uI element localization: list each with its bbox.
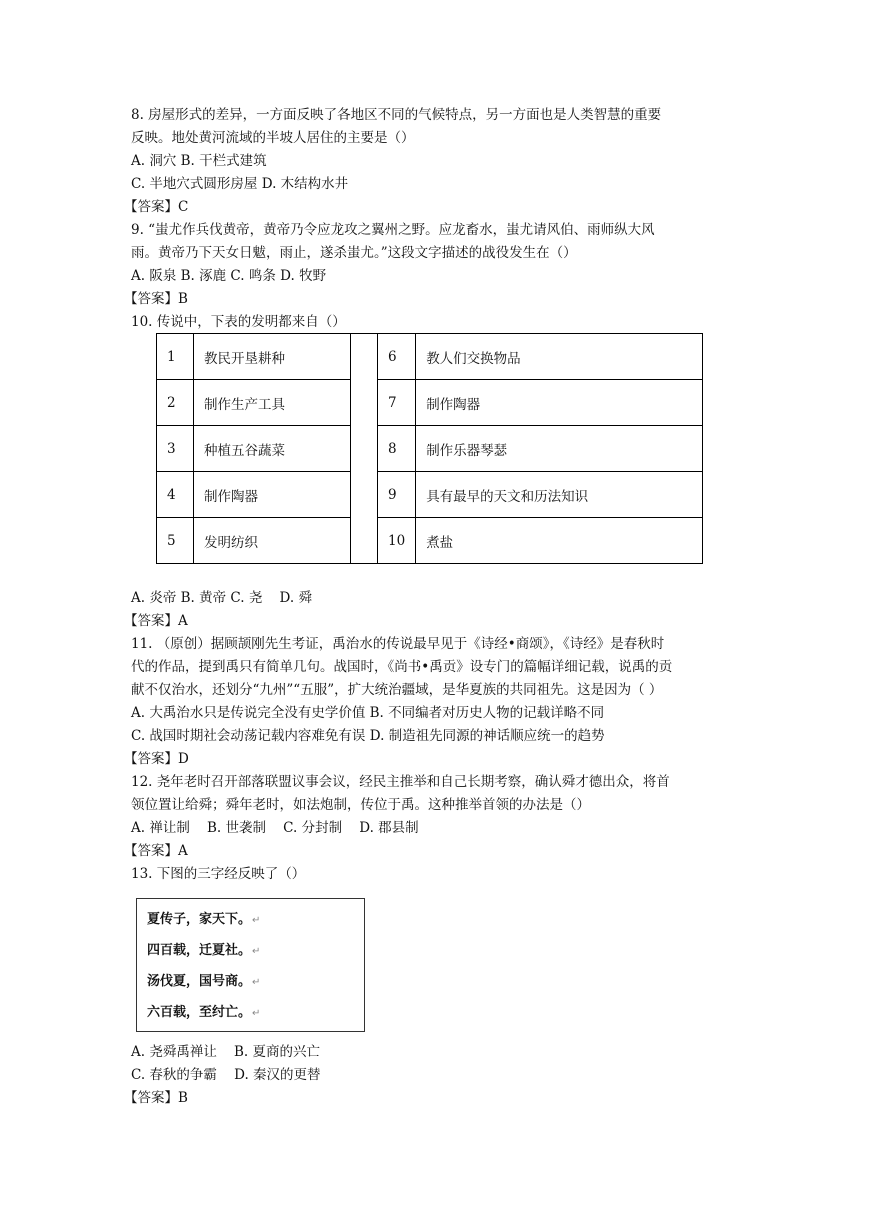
table-row bbox=[157, 426, 703, 472]
table-cell-invention: 制作陶器 bbox=[194, 472, 351, 518]
q10-stem: 10. 传说中，下表的发明都来自（） bbox=[131, 314, 346, 330]
table-cell-invention: 制作生产工具 bbox=[194, 380, 351, 426]
verse-line bbox=[147, 970, 260, 989]
table-row bbox=[157, 472, 703, 518]
table-cell-invention: 煮盐 bbox=[416, 518, 703, 564]
q10-answer: 【答案】A bbox=[124, 613, 188, 629]
table-cell-number: 6 bbox=[378, 334, 416, 380]
verse-text: 汤伐夏，国号商。 bbox=[147, 974, 252, 989]
verse-text: 四百载，迁夏社。 bbox=[147, 943, 252, 958]
inventions-table bbox=[156, 333, 703, 564]
table-cell-number: 8 bbox=[378, 426, 416, 472]
q8-stem-line1: 8. 房屋形式的差异，一方面反映了各地区不同的气候特点，另一方面也是人类智慧的重要 bbox=[131, 107, 662, 123]
table-cell-number: 5 bbox=[157, 518, 194, 564]
table-cell-invention: 发明纺织 bbox=[194, 518, 351, 564]
q8-stem-line2: 反映。地处黄河流域的半坡人居住的主要是（） bbox=[131, 130, 415, 146]
table-cell-number: 9 bbox=[378, 472, 416, 518]
table-divider-column bbox=[351, 334, 378, 564]
verse-text: 六百载，至纣亡。 bbox=[147, 1005, 252, 1020]
paragraph-mark-icon: ↵ bbox=[252, 915, 261, 926]
q12-stem-line2: 领位置让给舜；舜年老时，如法炮制，传位于禹。这种推举首领的办法是（） bbox=[131, 797, 590, 813]
q13-options-row1: A. 尧舜禹禅让 B. 夏商的兴亡 bbox=[131, 1044, 320, 1060]
verse-line bbox=[147, 908, 260, 927]
q9-options: A. 阪泉 B. 涿鹿 C. 鸣条 D. 牧野 bbox=[131, 268, 327, 284]
q11-stem-line2: 代的作品，提到禹只有简单几句。战国时，《尚书•禹贡》设专门的篇幅详细记载，说禹的贡 bbox=[131, 659, 673, 675]
table-row bbox=[157, 380, 703, 426]
three-character-classic-image bbox=[136, 898, 365, 1032]
q11-options-row2: C. 战国时期社会动荡记载内容难免有误 D. 制造祖先同源的神话顺应统一的趋势 bbox=[131, 728, 605, 744]
paragraph-mark-icon: ↵ bbox=[252, 946, 261, 957]
table-cell-invention: 制作乐器琴瑟 bbox=[416, 426, 703, 472]
q12-options: A. 禅让制 B. 世袭制 C. 分封制 D. 郡县制 bbox=[131, 820, 419, 836]
q11-stem-line1: 11. （原创）据顾颉刚先生考证，禹治水的传说最早见于《诗经•商颂》，《诗经》是春秋时 bbox=[131, 636, 665, 652]
q12-answer: 【答案】A bbox=[124, 843, 188, 859]
q9-stem-line1: 9. “蚩尤作兵伐黄帝，黄帝乃令应龙攻之翼州之野。应龙畜水，蚩尤请风伯、雨师纵大风 bbox=[131, 222, 655, 238]
q13-stem: 13. 下图的三字经反映了（） bbox=[131, 866, 306, 882]
table-cell-number: 10 bbox=[378, 518, 416, 564]
table-cell-number: 2 bbox=[157, 380, 194, 426]
table-cell-number: 7 bbox=[378, 380, 416, 426]
q9-stem-line2: 雨。黄帝乃下天女日魃，雨止，遂杀蚩尤。”这段文字描述的战役发生在（） bbox=[131, 245, 577, 261]
q8-answer: 【答案】C bbox=[124, 199, 189, 215]
q13-answer: 【答案】B bbox=[124, 1090, 188, 1106]
table-cell-invention: 教人们交换物品 bbox=[416, 334, 703, 380]
table-row bbox=[157, 334, 703, 380]
verse-line bbox=[147, 939, 260, 958]
table-cell-number: 3 bbox=[157, 426, 194, 472]
q11-answer: 【答案】D bbox=[124, 751, 189, 767]
q11-stem-line3: 献不仅治水，还划分“九州”“五服”，扩大统治疆域，是华夏族的共同祖先。这是因为（ ） bbox=[131, 682, 663, 698]
table-cell-number: 1 bbox=[157, 334, 194, 380]
q12-stem-line1: 12. 尧年老时召开部落联盟议事会议，经民主推举和自己长期考察，确认舜才德出众，将首 bbox=[131, 774, 670, 790]
table-cell-invention: 具有最早的天文和历法知识 bbox=[416, 472, 703, 518]
q8-options-row2: C. 半地穴式圆形房屋 D. 木结构水井 bbox=[131, 176, 349, 192]
table-row bbox=[157, 518, 703, 564]
table-cell-number: 4 bbox=[157, 472, 194, 518]
table-cell-invention: 种植五谷蔬菜 bbox=[194, 426, 351, 472]
q13-options-row2: C. 春秋的争霸 D. 秦汉的更替 bbox=[131, 1067, 321, 1083]
verse-text: 夏传子，家天下。 bbox=[147, 912, 252, 927]
q11-options-row1: A. 大禹治水只是传说完全没有史学价值 B. 不同编者对历史人物的记载详略不同 bbox=[131, 705, 605, 721]
paragraph-mark-icon: ↵ bbox=[252, 1008, 261, 1019]
q9-answer: 【答案】B bbox=[124, 291, 188, 307]
verse-line bbox=[147, 1001, 260, 1020]
table-cell-invention: 教民开垦耕种 bbox=[194, 334, 351, 380]
q8-options-row1: A. 洞穴 B. 干栏式建筑 bbox=[131, 153, 267, 169]
table-cell-invention: 制作陶器 bbox=[416, 380, 703, 426]
q10-options: A. 炎帝 B. 黄帝 C. 尧 D. 舜 bbox=[131, 590, 312, 606]
paragraph-mark-icon: ↵ bbox=[252, 977, 261, 988]
